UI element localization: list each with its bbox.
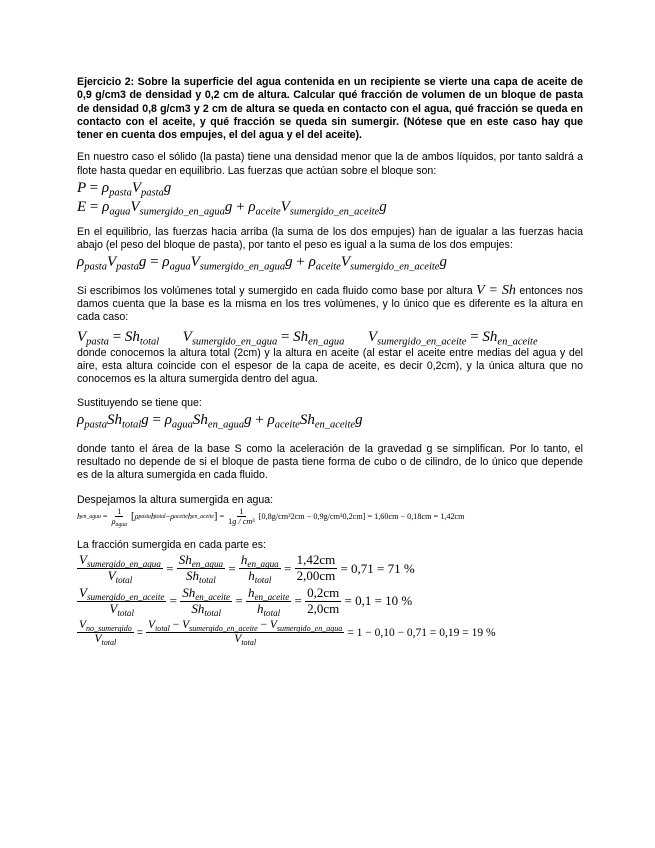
fraction-oil-result: = 0,1 = 10 % [344, 593, 413, 609]
fraction-water-result: = 0,71 = 71 % [340, 560, 415, 576]
equation-equilibrium: $\rho_{pasta}V_{pasta}g = \rho_{agua}V_{sumergido\_en\_agua}g + \rho_{aceite}V_{sumergido\_en\_aceite}g$ [77, 253, 447, 273]
paragraph-known-heights: donde conocemos la altura total (2cm) y la altura en aceite (al estar el aceite entre medias del agua y del aire, esta altura coincide con el espesor de la capa de aceite, es decir 0,2cm), y la única altura que no conocemos es la altura sumergida dentro del agua. [77, 346, 583, 386]
equation-substituted: $\rho_{pasta}Sh_{total}g = \rho_{agua}Sh_{en\_agua}g + \rho_{aceite}Sh_{en\_aceite}g$ [77, 411, 363, 431]
paragraph-forces: En nuestro caso el sólido (la pasta) tiene una densidad menor que la de ambos líquidos, por tanto saldrá a flote hasta quedar en equilibrio. Las fuerzas que actúan sobre el bloque son: [77, 151, 583, 177]
paragraph-equilibrium: En el equilibrio, las fuerzas hacia arriba (la suma de los dos empujes) han de igualar a las fuerzas hacia abajo (el peso del bloque de pasta), por tanto el peso es igual a la suma de los dos empujes: [77, 226, 583, 252]
paragraph-fractions: La fracción sumergida en cada parte es: [77, 538, 267, 551]
document-page [77, 76, 583, 646]
paragraph-volumes: Si escribimos los volúmenes total y sumergido en cada fluido como base por altura V = Sh entonces nos damos cuenta que la base es la misma en los tres volúmenes, y lo único que es diferente es la altura en cada caso: [77, 282, 583, 324]
equation-weight: $P = \rho_{pasta}V_{pasta}g$ [77, 180, 172, 199]
paragraph-solve-height: Despejamos la altura sumergida en agua: [77, 493, 274, 506]
equation-fraction-water: $\frac{V_{sumergido\_en\_agua}}{V_{total}}$ = $\frac{Sh_{en\_agua}}{Sh_{total}}$ = $\frac{h_{en\_agua}}{h_{total}}$ = $\frac{1,42cm}{2,00cm}$ = 0,71 = 71 % [79, 552, 415, 586]
equation-height-water: h en_agua = $\frac{1}{\rho_{agua}}$ [ ρ pasta h total − ρ aceite h en_aceite ] = $\frac{1}{\text{1g / cm³}}$ [0,8g/cm³2cm − 0,9g/cm³0,2cm] = 1,60cm − 0,18cm = 1,42cm [77, 506, 465, 529]
inline-equation-volume: V = Sh [476, 282, 516, 298]
fraction-unsubmerged-result: = 1 − 0,10 − 0,71 = 0,19 = 19 % [347, 626, 496, 639]
equation-volumes: $V_{pasta} = Sh_{total}$ $V_{sumergido\_en\_agua} = Sh_{en\_agua}$ $V_{sumergido\_en\_aceite} = Sh_{en\_aceite}$ [77, 328, 538, 348]
paragraph-substitute: Sustituyendo se tiene que: [77, 397, 202, 410]
equation-fraction-oil: $\frac{V_{sumergido\_en\_aceite}}{V_{total}}$ = $\frac{Sh_{en\_aceite}}{Sh_{total}}$ = $\frac{h_{en\_aceite}}{h_{total}}$ = $\frac{0,2cm}{2,0cm}$ = 0,1 = 10 % [79, 584, 413, 619]
exercise-statement: Ejercicio 2: Sobre la superficie del agua contenida en un recipiente se vierte una capa de aceite de 0,9 g/cm3 de densidad y 0,2 cm de altura. Calcular qué fracción de volumen de un bloque de pasta de densidad 0,8 g/cm3 y 2 cm de altura se queda en contacto con el agua, qué fracción se queda en contacto con el aceite, y qué fracción se queda sin sumergir. (Nótese que en este caso hay que tener en cuenta dos empujes, el del agua y el del aceite). [77, 76, 583, 142]
paragraph-simplify: donde tanto el área de la base S como la aceleración de la gravedad g se simplifican. Por lo tanto, el resultado no depende de si el bloque de pasta tiene forma de cubo o de cilindro, de lo único que depende es de la altura sumergida en cada fluido. [77, 442, 583, 482]
equation-fraction-unsubmerged: $\frac{V_{no\_sumergido}}{V_{total}}$ = $\frac{V_{total} - V_{sumergido\_en\_aceite} - V_{sumergido\_en\_agua}}{V_{total}}$ = 1 − 0,10 − 0,71 = 0,19 = 19 % [79, 618, 496, 647]
height-water-result: [0,8g/cm³2cm − 0,9g/cm³0,2cm] = 1,60cm − 0,18cm = 1,42cm [258, 512, 465, 522]
equation-buoyancy: $E = \rho_{agua}V_{sumergido\_en\_agua}g + \rho_{aceite}V_{sumergido\_en\_aceite}g$ [77, 199, 387, 218]
